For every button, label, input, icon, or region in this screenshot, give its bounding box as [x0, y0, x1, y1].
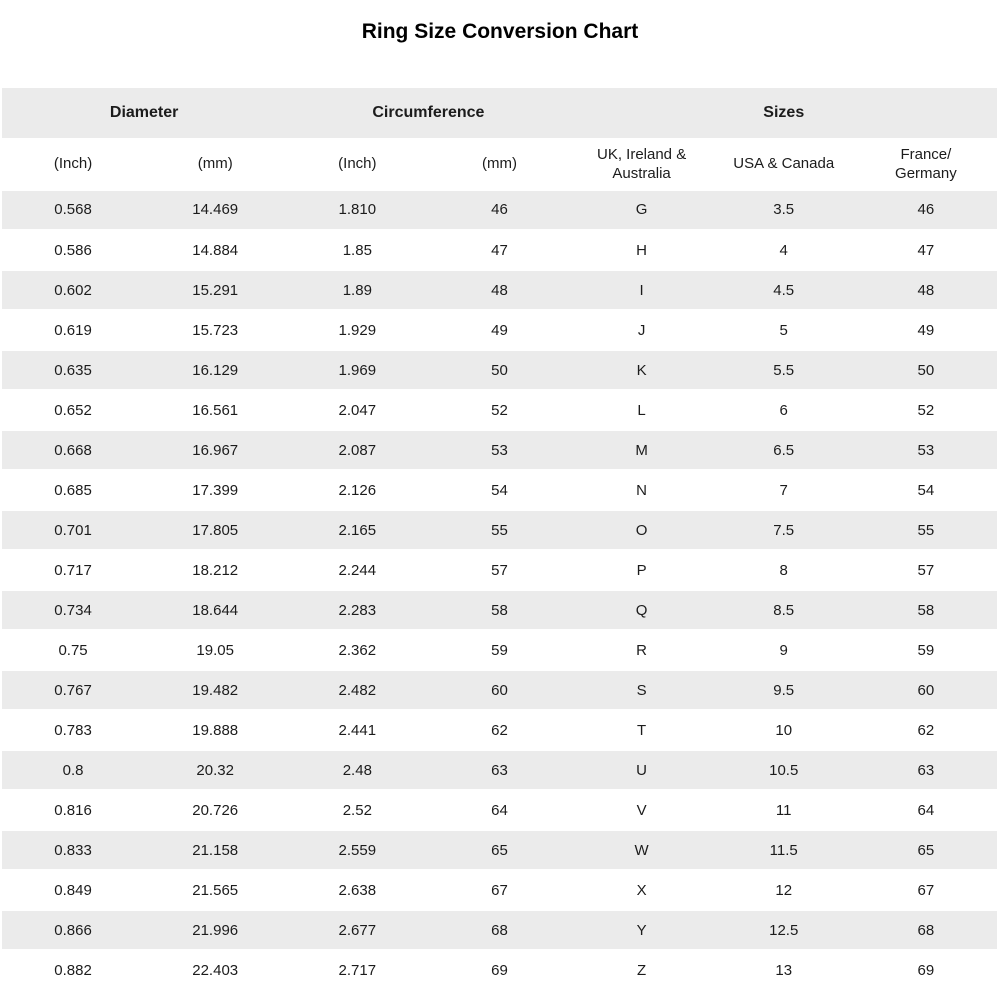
table-cell: 12.5: [713, 910, 855, 950]
table-cell: 50: [428, 350, 570, 390]
table-cell: 54: [855, 470, 997, 510]
table-cell: Z: [571, 950, 713, 990]
table-cell: 1.89: [286, 270, 428, 310]
table-cell: H: [571, 230, 713, 270]
table-cell: Q: [571, 590, 713, 630]
table-cell: 0.685: [2, 470, 144, 510]
table-cell: U: [571, 750, 713, 790]
table-cell: 16.561: [144, 390, 286, 430]
table-cell: 2.638: [286, 870, 428, 910]
table-cell: 53: [855, 430, 997, 470]
table-cell: 60: [855, 670, 997, 710]
table-cell: 62: [855, 710, 997, 750]
table-cell: V: [571, 790, 713, 830]
table-cell: 46: [428, 190, 570, 230]
table-cell: 0.767: [2, 670, 144, 710]
table-cell: 48: [855, 270, 997, 310]
table-row: [2, 190, 997, 230]
table-cell: 17.805: [144, 510, 286, 550]
group-header-row: [2, 88, 997, 138]
table-cell: 2.48: [286, 750, 428, 790]
table-cell: 65: [428, 830, 570, 870]
table-cell: 2.717: [286, 950, 428, 990]
table-cell: 11: [713, 790, 855, 830]
table-cell: 2.047: [286, 390, 428, 430]
table-cell: T: [571, 710, 713, 750]
table-cell: 9.5: [713, 670, 855, 710]
table-row: [2, 710, 997, 750]
table-cell: 17.399: [144, 470, 286, 510]
table-cell: G: [571, 190, 713, 230]
table-cell: 5.5: [713, 350, 855, 390]
table-cell: 59: [855, 630, 997, 670]
table-row: [2, 470, 997, 510]
table-header: [2, 88, 997, 190]
table-cell: 2.52: [286, 790, 428, 830]
table-cell: 0.8: [2, 750, 144, 790]
table-cell: 2.482: [286, 670, 428, 710]
table-cell: N: [571, 470, 713, 510]
column-header-diameter-inch: (Inch): [2, 138, 144, 190]
table-row: [2, 950, 997, 990]
table-cell: 21.158: [144, 830, 286, 870]
table-cell: 15.291: [144, 270, 286, 310]
table-cell: 16.129: [144, 350, 286, 390]
table-cell: S: [571, 670, 713, 710]
table-cell: 52: [855, 390, 997, 430]
table-cell: 20.32: [144, 750, 286, 790]
table-cell: 18.644: [144, 590, 286, 630]
table-cell: 4: [713, 230, 855, 270]
table-cell: 2.165: [286, 510, 428, 550]
table-cell: 8: [713, 550, 855, 590]
table-row: [2, 230, 997, 270]
table-cell: 2.283: [286, 590, 428, 630]
table-row: [2, 510, 997, 550]
table-cell: 68: [428, 910, 570, 950]
table-cell: I: [571, 270, 713, 310]
table-row: [2, 830, 997, 870]
group-header-diameter: Diameter: [2, 88, 286, 138]
table-row: [2, 430, 997, 470]
table-cell: 21.996: [144, 910, 286, 950]
table-cell: 1.969: [286, 350, 428, 390]
table-cell: 69: [428, 950, 570, 990]
table-cell: L: [571, 390, 713, 430]
table-cell: 57: [855, 550, 997, 590]
table-cell: P: [571, 550, 713, 590]
table-cell: J: [571, 310, 713, 350]
table-cell: 0.602: [2, 270, 144, 310]
table-cell: 0.833: [2, 830, 144, 870]
table-cell: O: [571, 510, 713, 550]
table-row: [2, 390, 997, 430]
table-cell: 21.565: [144, 870, 286, 910]
table-cell: 19.482: [144, 670, 286, 710]
table-body: [2, 190, 997, 990]
page-title: Ring Size Conversion Chart: [361, 20, 639, 43]
table-cell: 60: [428, 670, 570, 710]
table-cell: 52: [428, 390, 570, 430]
table-cell: 0.849: [2, 870, 144, 910]
table-cell: 2.441: [286, 710, 428, 750]
table-cell: 0.586: [2, 230, 144, 270]
table-cell: W: [571, 830, 713, 870]
table-cell: 0.783: [2, 710, 144, 750]
table-cell: 55: [855, 510, 997, 550]
table-cell: 0.568: [2, 190, 144, 230]
table-cell: 3.5: [713, 190, 855, 230]
table-cell: 63: [428, 750, 570, 790]
table-cell: 0.734: [2, 590, 144, 630]
table-cell: 22.403: [144, 950, 286, 990]
table-cell: 4.5: [713, 270, 855, 310]
table-cell: 47: [855, 230, 997, 270]
table-cell: 11.5: [713, 830, 855, 870]
column-header-usa-canada: USA & Canada: [713, 138, 855, 190]
table-cell: 0.717: [2, 550, 144, 590]
table-cell: 58: [428, 590, 570, 630]
table-cell: 0.619: [2, 310, 144, 350]
column-header-diameter-mm: (mm): [144, 138, 286, 190]
table-cell: 0.652: [2, 390, 144, 430]
table-cell: 58: [855, 590, 997, 630]
sub-header-row: [2, 138, 997, 190]
table-row: [2, 670, 997, 710]
table-cell: 2.244: [286, 550, 428, 590]
table-cell: 49: [855, 310, 997, 350]
table-cell: 0.816: [2, 790, 144, 830]
table-cell: 49: [428, 310, 570, 350]
table-cell: 62: [428, 710, 570, 750]
table-cell: 59: [428, 630, 570, 670]
table-cell: 10.5: [713, 750, 855, 790]
table-cell: 46: [855, 190, 997, 230]
table-cell: 2.126: [286, 470, 428, 510]
table-cell: 12: [713, 870, 855, 910]
table-cell: 63: [855, 750, 997, 790]
table-cell: 1.929: [286, 310, 428, 350]
table-cell: 2.362: [286, 630, 428, 670]
table-row: [2, 910, 997, 950]
table-cell: 6.5: [713, 430, 855, 470]
table-cell: 64: [855, 790, 997, 830]
table-row: [2, 590, 997, 630]
group-header-circumference: Circumference: [286, 88, 570, 138]
table-cell: 47: [428, 230, 570, 270]
table-cell: 2.677: [286, 910, 428, 950]
table-cell: 0.866: [2, 910, 144, 950]
table-cell: 67: [428, 870, 570, 910]
table-cell: 2.087: [286, 430, 428, 470]
table-row: [2, 350, 997, 390]
table-cell: M: [571, 430, 713, 470]
table-row: [2, 750, 997, 790]
table-row: [2, 270, 997, 310]
table-cell: 9: [713, 630, 855, 670]
table-cell: 8.5: [713, 590, 855, 630]
column-header-circumference-mm: (mm): [428, 138, 570, 190]
table-cell: 48: [428, 270, 570, 310]
table-cell: 69: [855, 950, 997, 990]
table-cell: 2.559: [286, 830, 428, 870]
table-row: [2, 310, 997, 350]
table-cell: X: [571, 870, 713, 910]
table-cell: 68: [855, 910, 997, 950]
table-cell: 0.75: [2, 630, 144, 670]
table-cell: 57: [428, 550, 570, 590]
table-row: [2, 550, 997, 590]
group-header-sizes: Sizes: [571, 88, 997, 138]
table-row: [2, 630, 997, 670]
table-cell: 1.810: [286, 190, 428, 230]
table-cell: 1.85: [286, 230, 428, 270]
table-cell: 64: [428, 790, 570, 830]
table-cell: 19.05: [144, 630, 286, 670]
table-row: [2, 870, 997, 910]
column-header-france-germany: France/ Germany: [855, 138, 997, 190]
table-cell: 10: [713, 710, 855, 750]
table-cell: 67: [855, 870, 997, 910]
table-cell: 15.723: [144, 310, 286, 350]
table-cell: Y: [571, 910, 713, 950]
table-cell: 13: [713, 950, 855, 990]
table-cell: 18.212: [144, 550, 286, 590]
table-cell: 19.888: [144, 710, 286, 750]
table-cell: 20.726: [144, 790, 286, 830]
table-cell: K: [571, 350, 713, 390]
table-cell: 55: [428, 510, 570, 550]
table-cell: 53: [428, 430, 570, 470]
column-header-circumference-inch: (Inch): [286, 138, 428, 190]
table-cell: 14.884: [144, 230, 286, 270]
table-cell: 6: [713, 390, 855, 430]
table-cell: 65: [855, 830, 997, 870]
table-cell: 54: [428, 470, 570, 510]
ring-size-table: [2, 88, 997, 991]
table-cell: 7.5: [713, 510, 855, 550]
table-cell: 0.668: [2, 430, 144, 470]
table-cell: 5: [713, 310, 855, 350]
table-cell: 7: [713, 470, 855, 510]
table-cell: 0.635: [2, 350, 144, 390]
table-cell: 0.882: [2, 950, 144, 990]
table-cell: 14.469: [144, 190, 286, 230]
table-cell: 16.967: [144, 430, 286, 470]
table-cell: R: [571, 630, 713, 670]
table-cell: 50: [855, 350, 997, 390]
table-row: [2, 790, 997, 830]
column-header-uk-ireland-australia: UK, Ireland & Australia: [571, 138, 713, 190]
table-cell: 0.701: [2, 510, 144, 550]
